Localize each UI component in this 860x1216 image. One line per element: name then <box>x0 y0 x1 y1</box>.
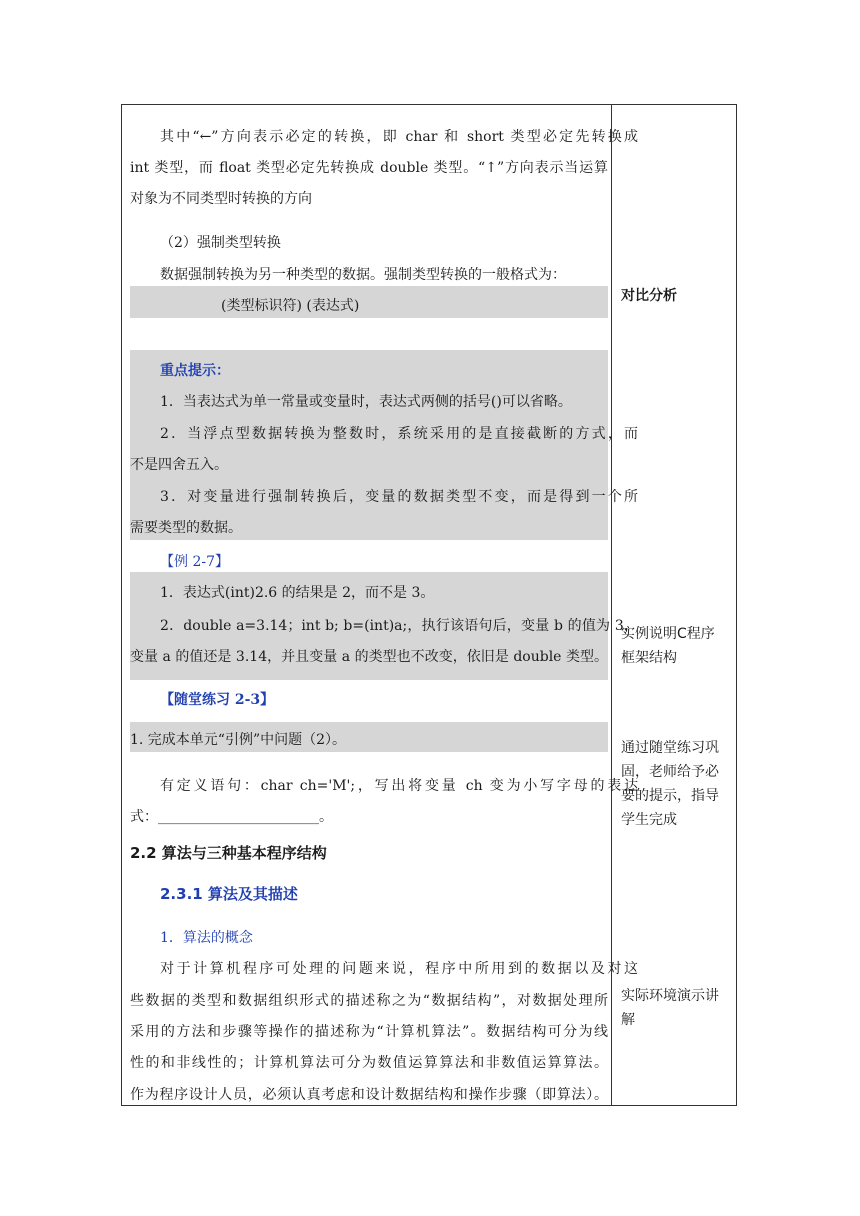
tip-1: 1．当表达式为单一常量或变量时，表达式两侧的括号()可以省略。 <box>160 394 572 410</box>
conversion-line-3: 对象为不同类型时转换的方向 <box>130 191 312 207</box>
tips-heading: 重点提示： <box>160 363 230 379</box>
side-note-practice-4: 学生完成 <box>621 812 677 828</box>
body-line-2: 些数据的类型和数据组织形式的描述称之为“数据结构”，对数据处理所 <box>130 993 608 1009</box>
tip-3a: 3．对变量进行强制转换后，变量的数据类型不变，而是得到一个所 <box>160 489 638 505</box>
concept-heading: 1．算法的概念 <box>160 930 253 946</box>
side-note-demo-1: 实际环境演示讲 <box>621 988 719 1004</box>
side-note-example <box>621 622 733 670</box>
example-1: 1．表达式(int)2.6 的结果是 2，而不是 3。 <box>160 585 435 601</box>
example-2a: 2．double a=3.14；int b; b=(int)a;，执行该语句后，变量 b 的值为 3， <box>160 618 638 634</box>
side-note-practice <box>621 736 733 832</box>
side-note-compare: 对比分析 <box>621 288 677 304</box>
example-box <box>130 572 638 680</box>
practice-q2b: 式：_______________________。 <box>130 809 333 825</box>
body-line-4: 性的和非线性的；计算机算法可分为数值运算算法和非数值运算算法。 <box>130 1055 608 1071</box>
section-heading: 2.2 算法与三种基本程序结构 <box>130 844 327 862</box>
practice-q2a: 有定义语句：char ch='M';，写出将变量 ch 变为小写字母的表达 <box>160 778 638 794</box>
subsection-heading: 2.3.1 算法及其描述 <box>160 885 298 903</box>
body-line-3: 采用的方法和步骤等操作的描述称为“计算机算法”。数据结构可分为线 <box>130 1024 608 1040</box>
side-note-practice-3: 要的提示，指导 <box>621 788 719 804</box>
example-heading: 【例 2-7】 <box>160 554 229 570</box>
forced-heading: （2）强制类型转换 <box>160 235 281 251</box>
side-note-practice-1: 通过随堂练习巩 <box>621 740 719 756</box>
side-note-practice-2: 固，老师给予必 <box>621 764 719 780</box>
side-note-demo <box>621 984 733 1032</box>
forced-intro: 数据强制转换为另一种类型的数据。强制类型转换的一般格式为： <box>160 267 566 283</box>
body-line-5: 作为程序设计人员，必须认真考虑和设计数据结构和操作步骤（即算法）。 <box>130 1087 608 1103</box>
practice-heading: 【随堂练习 2-3】 <box>160 692 275 708</box>
body-line-1: 对于计算机程序可处理的问题来说，程序中所用到的数据以及对这 <box>160 961 638 977</box>
tips-box <box>130 350 638 540</box>
column-divider <box>611 104 612 1106</box>
practice-q1: 1. 完成本单元“引例”中问题（2）。 <box>130 732 347 748</box>
format-box <box>130 286 608 318</box>
tip-2b: 不是四舍五入。 <box>130 457 228 473</box>
practice-box <box>130 722 608 752</box>
conversion-line-2: int 类型，而 float 类型必定先转换成 double 类型。“↑”方向表示当运算 <box>130 160 608 176</box>
example-2b: 变量 a 的值还是 3.14，并且变量 a 的类型也不改变，依旧是 double 类型。 <box>130 649 608 665</box>
tip-2a: 2．当浮点型数据转换为整数时，系统采用的是直接截断的方式，而 <box>160 426 638 442</box>
side-note-example-1: 实例说明C程序 <box>621 626 715 642</box>
side-note-demo-2: 解 <box>621 1012 635 1028</box>
side-note-example-2: 框架结构 <box>621 650 677 666</box>
conversion-line-1: 其中“←”方向表示必定的转换，即 char 和 short 类型必定先转换成 <box>160 129 638 145</box>
tip-3b: 需要类型的数据。 <box>130 520 242 536</box>
format-text: (类型标识符) (表达式) <box>221 298 360 314</box>
